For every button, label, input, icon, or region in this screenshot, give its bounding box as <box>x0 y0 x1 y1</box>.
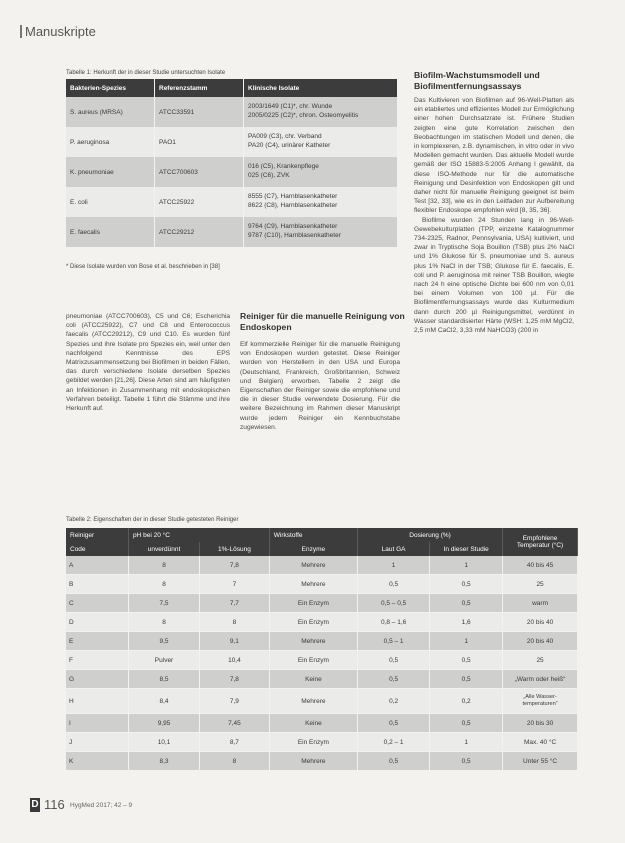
enzyme-cell: Mehrere <box>269 752 357 771</box>
table2 <box>66 528 578 771</box>
table2-sub-header: 1%-Lösung <box>200 542 270 556</box>
section-marker <box>20 25 22 38</box>
species-cell: K. pneumoniae <box>66 157 155 187</box>
section-heading-biofilm: Biofilm-Wachstumsmodell und Biofilmentfernungsassays <box>414 70 540 91</box>
dose-study-cell: 1 <box>430 556 503 575</box>
table1-header: Bakterien-Spezies <box>66 79 155 97</box>
table2-group-header: Empfohlene Temperatur (°C) <box>503 528 578 556</box>
enzyme-cell: Mehrere <box>269 556 357 575</box>
temp-cell: 40 bis 45 <box>503 556 578 575</box>
dose-ga-cell: 1 <box>358 556 430 575</box>
section-badge: D <box>31 799 39 810</box>
code-cell: D <box>66 613 129 632</box>
table1 <box>66 79 398 247</box>
isolate: 016 (C5), Krankenpflege <box>248 163 319 171</box>
ph-1pct-cell: 7,45 <box>200 714 270 733</box>
enzyme-cell: Mehrere <box>269 575 357 594</box>
table2-sub-header: Laut GA <box>358 542 430 556</box>
table-row <box>66 752 578 771</box>
dose-study-cell: 0,5 <box>430 714 503 733</box>
ph-1pct-cell: 7,7 <box>200 594 270 613</box>
dose-study-cell: 0,5 <box>430 575 503 594</box>
temp-cell: 20 bis 40 <box>503 613 578 632</box>
dose-study-cell: 0,5 <box>430 651 503 670</box>
dose-ga-cell: 0,2 <box>358 689 430 714</box>
dose-ga-cell: 0,5 <box>358 752 430 771</box>
temp-cell: warm <box>503 594 578 613</box>
isolate: 025 (C6), ZVK <box>248 172 290 179</box>
ph-raw-cell: 8,4 <box>129 689 200 714</box>
body-column-3 <box>414 96 574 335</box>
isolates-cell <box>244 157 398 187</box>
dose-study-cell: 1 <box>430 733 503 752</box>
reference-cell: PAO1 <box>155 127 244 157</box>
table-row <box>66 187 398 217</box>
enzyme-cell: Keine <box>269 714 357 733</box>
table2-sub-header: In dieser Studie <box>430 542 503 556</box>
temp-cell: Max. 40 °C <box>503 733 578 752</box>
table2-group-header: Wirkstoffe <box>269 528 357 542</box>
dose-study-cell: 0,5 <box>430 752 503 771</box>
table2-group-header: pH bei 20 °C <box>129 528 270 542</box>
dose-study-cell: 1,6 <box>430 613 503 632</box>
ph-raw-cell: 9,95 <box>129 714 200 733</box>
section-title <box>20 24 96 39</box>
enzyme-cell: Ein Enzym <box>269 594 357 613</box>
isolate: 8555 (C7), Harnblasenkatheter <box>248 193 338 201</box>
ph-raw-cell: 10,1 <box>129 733 200 752</box>
table1-header: Klinische Isolate <box>244 79 398 97</box>
ph-1pct-cell: 10,4 <box>200 651 270 670</box>
table1-footnote: * Diese Isolate wurden von Bose et al. beschrieben in [38] <box>66 264 220 270</box>
paragraph: pneumoniae (ATCC700603), C5 und C6; Escherichia coli (ATCC25922), C7 und C8 und Enterococcus faecalis (ATCC29212), C9 und C10. Es wurden fünf Spezies und ihre Isolate pro Spezies ein, weil unter den nachfolgend Kenntnisse des EPS Matrixzusammensetzung bei Biofilmen in beiden Fällen, das durch verschiedene Isolate derselben Spezies gebildet werden [21,26]. Diese Arten sind am häufigsten an Infektionen in Zusammenhang mit endoskopischen Verfahren beteiligt. Tabelle 1 führt die Stämme und ihre Herkunft auf. <box>66 313 230 413</box>
paragraph: Biofilme wurden 24 Stunden lang in 96-Well-Gewebekulturplatten (TPP, einzelne Katalognummer 734-2325, Radnor, Pennsylvania, USA) kultiviert, und zwar in Tryptische Soja Bouillon (TSB) plus 2% NaCl und 1% Glukose für S. pneumoniae und S. aureus plus 1% NaCl in der TSB; Glukose für E. faecalis, E. coli und P. aeruginosa mit reiner TSB Bouillon, wiegte nach 24 h eine optische Dichte bei 600 nm von 0,01 bei einem Volumen von 100 µl. Für die Biofilmentfernungsassays wurde das Kulturmedium dann durch 200 µl Reinigungsmittel, verdünnt in Wasser standardisierter Härte (WSH: 1,25 mM MgCl2, 2,5 mM CaCl2, 3,33 mM NaHCO3) (200 in <box>414 216 574 335</box>
dose-ga-cell: 0,5 <box>358 714 430 733</box>
table-row <box>66 556 578 575</box>
table2-group-header: Dosierung (%) <box>358 528 503 542</box>
code-cell: I <box>66 714 129 733</box>
ph-raw-cell: 8,5 <box>129 670 200 689</box>
ph-1pct-cell: 9,1 <box>200 632 270 651</box>
enzyme-cell: Mehrere <box>269 689 357 714</box>
section-label: Manuskripte <box>25 24 96 39</box>
isolate: PA20 (C4), urinärer Katheter <box>248 142 331 149</box>
isolates-cell <box>244 217 398 247</box>
species-cell: P. aeruginosa <box>66 127 155 157</box>
table2-group-header: Reiniger <box>66 528 129 542</box>
table-row <box>66 575 578 594</box>
code-cell: A <box>66 556 129 575</box>
reference-cell: ATCC700603 <box>155 157 244 187</box>
table2-sub-header: unverdünnt <box>129 542 200 556</box>
temp-cell: „Alle Wasser-temperaturen“ <box>503 689 578 714</box>
code-cell: C <box>66 594 129 613</box>
table-row <box>66 127 398 157</box>
species-cell: S. aureus (MRSA) <box>66 97 155 127</box>
table-row <box>66 714 578 733</box>
dose-ga-cell: 0,5 <box>358 651 430 670</box>
dose-study-cell: 1 <box>430 632 503 651</box>
section-heading-cleaners: Reiniger für die manuelle Reinigung von Endoskopen <box>240 311 405 332</box>
table-row <box>66 689 578 714</box>
table1-caption: Tabelle 1: Herkunft der in dieser Studie untersuchten Isolate <box>66 70 226 76</box>
table-row <box>66 632 578 651</box>
code-cell: G <box>66 670 129 689</box>
enzyme-cell: Mehrere <box>269 632 357 651</box>
paragraph: Elf kommerzielle Reiniger für die manuelle Reinigung von Endoskopen wurden getestet. Diese Reiniger wurden von Herstellern in den USA und Europa (Deutschland, Frankreich, Großbritannien, Schweiz und Belgien) erworben. Tabelle 2 zeigt die Eigenschaften der Reiniger sowie die empfohlene und die in dieser Studie verwendete Dosierung. Für die weitere Bezeichnung im Rahmen dieser Manuskript wurde jedem Reiniger ein Kennbuchstabe zugewiesen. <box>240 341 400 431</box>
ph-1pct-cell: 8,7 <box>200 733 270 752</box>
ph-raw-cell: 8 <box>129 613 200 632</box>
ph-1pct-cell: 7,8 <box>200 670 270 689</box>
table-row <box>66 651 578 670</box>
ph-1pct-cell: 7 <box>200 575 270 594</box>
dose-ga-cell: 0,5 <box>358 670 430 689</box>
temp-cell: 20 bis 30 <box>503 714 578 733</box>
table-row <box>66 157 398 187</box>
temp-cell: Unter 55 °C <box>503 752 578 771</box>
temp-cell: 20 bis 40 <box>503 632 578 651</box>
table-row <box>66 733 578 752</box>
species-cell: E. coli <box>66 187 155 217</box>
isolates-cell <box>244 187 398 217</box>
species-cell: E. faecalis <box>66 217 155 247</box>
table2-sub-header: Code <box>66 542 129 556</box>
journal-citation: HygMed 2017; 42 – 9 <box>70 802 133 809</box>
isolate: 8622 (C8), Harnblasenkatheter <box>248 202 338 209</box>
enzyme-cell: Ein Enzym <box>269 651 357 670</box>
dose-ga-cell: 0,5 – 0,5 <box>358 594 430 613</box>
table-row <box>66 217 398 247</box>
table2-sub-header: Enzyme <box>269 542 357 556</box>
code-cell: F <box>66 651 129 670</box>
paragraph: Das Kultivieren von Biofilmen auf 96-Well-Platten als ein etabliertes und effizientes Modell zur Ermöglichung einer hohen Durchsatzrate ist. Frühere Studien zeigten eine gute Korrelation zwischen den Beobachtungen im statischen Modell und denen, die in komplexeren, z.B. dynamischen, in vitro oder in vivo Modellen gemacht wurden. Das aktuelle Modell wurde gemäß der ISO 15883-5:2005 Anhang I gewählt, da diese ISO-Methode nur für die automatische Reinigung und Desinfektion von Endoskopen gilt und daher nicht für manuelle Reinigung geeignet ist beim Test [32, 33], wie es in den Leitfaden zur Aufbereitung flexibler Endoskope empfohlen wird [8, 35, 36]. <box>414 97 574 215</box>
body-column-2 <box>240 340 400 432</box>
temp-cell: 25 <box>503 651 578 670</box>
enzyme-cell: Ein Enzym <box>269 733 357 752</box>
dose-study-cell: 0,5 <box>430 670 503 689</box>
ph-raw-cell: Pulver <box>129 651 200 670</box>
dose-ga-cell: 0,5 <box>358 575 430 594</box>
table-row <box>66 594 578 613</box>
ph-raw-cell: 8 <box>129 556 200 575</box>
isolate: 2003/1649 (C1)*, chr. Wunde <box>248 103 333 111</box>
body-column-1 <box>66 312 230 413</box>
code-cell: H <box>66 689 129 714</box>
ph-raw-cell: 9,5 <box>129 632 200 651</box>
isolate: 9764 (C9), Harnblasenkatheter <box>248 223 338 231</box>
code-cell: B <box>66 575 129 594</box>
dose-ga-cell: 0,5 – 1 <box>358 632 430 651</box>
table-row <box>66 613 578 632</box>
dose-ga-cell: 0,2 – 1 <box>358 733 430 752</box>
table2-caption: Tabelle 2: Eigenschaften der in dieser Studie getesteten Reiniger <box>66 517 239 523</box>
reference-cell: ATCC29212 <box>155 217 244 247</box>
page-number: 116 <box>44 797 65 812</box>
ph-1pct-cell: 8 <box>200 752 270 771</box>
enzyme-cell: Keine <box>269 670 357 689</box>
table-row <box>66 670 578 689</box>
code-cell: E <box>66 632 129 651</box>
ph-1pct-cell: 7,9 <box>200 689 270 714</box>
temp-cell: 25 <box>503 575 578 594</box>
ph-raw-cell: 7,5 <box>129 594 200 613</box>
reference-cell: ATCC33591 <box>155 97 244 127</box>
ph-1pct-cell: 8 <box>200 613 270 632</box>
table-row <box>66 97 398 127</box>
enzyme-cell: Ein Enzym <box>269 613 357 632</box>
isolates-cell <box>244 127 398 157</box>
isolate: 9787 (C10), Harnblasenkatheter <box>248 232 341 239</box>
isolate: PA009 (C3), chr. Verband <box>248 133 322 141</box>
code-cell: J <box>66 733 129 752</box>
isolates-cell <box>244 97 398 127</box>
ph-1pct-cell: 7,8 <box>200 556 270 575</box>
code-cell: K <box>66 752 129 771</box>
dose-ga-cell: 0,8 – 1,6 <box>358 613 430 632</box>
dose-study-cell: 0,5 <box>430 594 503 613</box>
temp-cell: „Warm oder heiß“ <box>503 670 578 689</box>
ph-raw-cell: 8,3 <box>129 752 200 771</box>
dose-study-cell: 0,2 <box>430 689 503 714</box>
table1-header: Referenzstamm <box>155 79 244 97</box>
reference-cell: ATCC25922 <box>155 187 244 217</box>
ph-raw-cell: 8 <box>129 575 200 594</box>
isolate: 2005/0225 (C2)*, chron. Osteomyelitis <box>248 112 359 119</box>
